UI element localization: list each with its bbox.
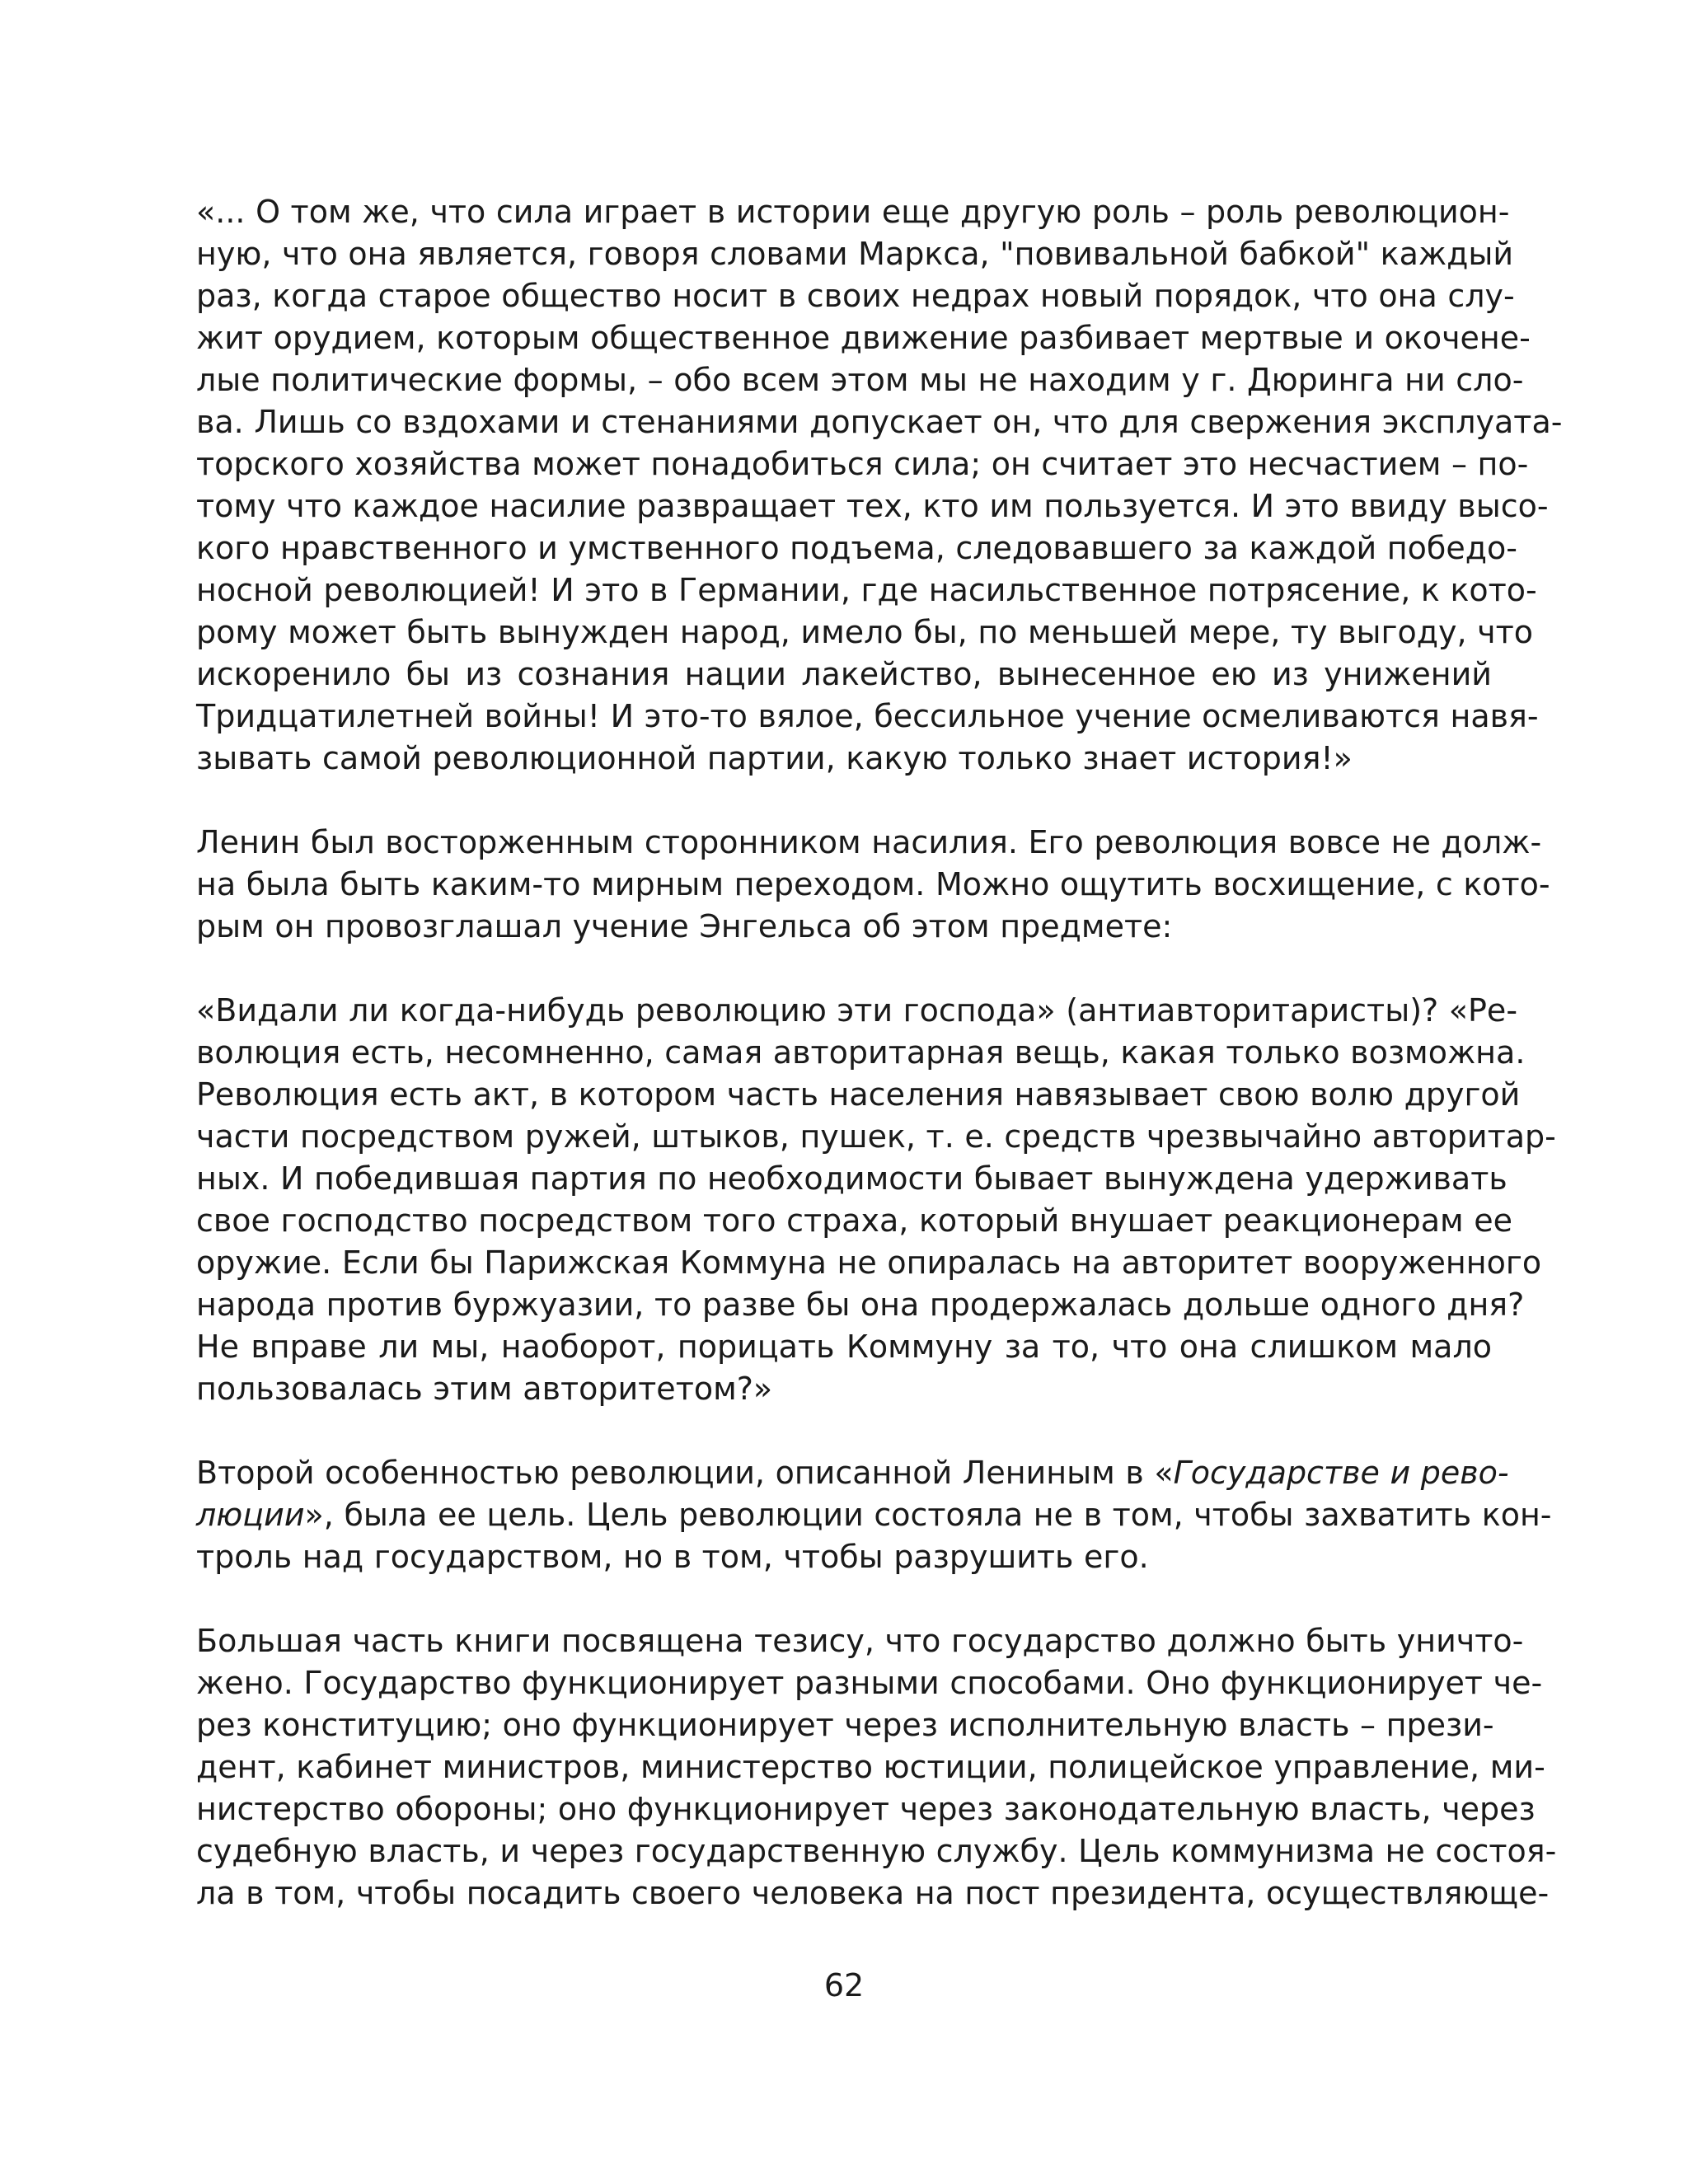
text-line: лые политические формы, – обо всем этом мы не находим у г. Дюринга ни сло-: [196, 362, 1524, 398]
paragraph-lenin-violence: [196, 822, 1550, 948]
text-line: носной революцией! И это в Германии, где насильственное потрясение, к кото-: [196, 572, 1537, 608]
text-body: [196, 191, 1563, 1915]
text-line: Большая часть книги посвящена тезису, что государство должно быть уничто-: [196, 1623, 1524, 1659]
text-line: на была быть каким-то мирным переходом. Можно ощутить восхищение, с кото-: [196, 866, 1550, 902]
text-line: раз, когда старое общество носит в своих недрах новый порядок, что она слу-: [196, 278, 1515, 314]
text-line: [196, 1494, 1552, 1536]
text-line: рез конституцию; оно функционирует через исполнительную власть – прези-: [196, 1707, 1494, 1743]
text-line: «... О том же, что сила играет в истории еще другую роль – роль революцион-: [196, 194, 1510, 230]
paragraph-engels-quote-force: [196, 191, 1563, 780]
text-line: судебную власть, и через государственную службу. Цель коммунизма не состоя-: [196, 1833, 1557, 1869]
text-line: жит орудием, которым общественное движение разбивает мертвые и окочене-: [196, 320, 1531, 356]
book-title-italic: Государстве и рево-: [1173, 1455, 1509, 1491]
page-number: 62: [823, 1967, 865, 2004]
text-line: свое господство посредством того страха, который внушает реакционерам ее: [196, 1202, 1512, 1239]
text-line: Революция есть акт, в котором часть населения навязывает свою волю другой: [196, 1076, 1521, 1113]
text-line: [196, 1452, 1509, 1494]
text-line: троль над государством, но в том, чтобы разрушить его.: [196, 1539, 1149, 1575]
text-line: тому что каждое насилие развращает тех, кто им пользуется. И это ввиду высо-: [196, 488, 1549, 524]
text-line: Тридцатилетней войны! И это-то вялое, бессильное учение осмеливаются навя-: [196, 698, 1539, 734]
text-line: волюция есть, несомненно, самая авторитарная вещь, какая только возможна.: [196, 1034, 1526, 1071]
text-line: народа против буржуазии, то разве бы она продержалась дольше одного дня?: [196, 1286, 1525, 1323]
paragraph-state-destruction: [196, 1620, 1557, 1915]
text-line: нистерство обороны; оно функционирует через законодательную власть, через: [196, 1791, 1536, 1827]
text-line: пользовалась этим авторитетом?»: [196, 1371, 773, 1407]
text-line: части посредством ружей, штыков, пушек, т. е. средств чрезвычайно авторитар-: [196, 1118, 1556, 1155]
text-segment: », была ее цель. Цель революции состояла не в том, чтобы захватить кон-: [304, 1497, 1552, 1533]
text-line: жено. Государство функционирует разными способами. Оно функционирует че-: [196, 1665, 1543, 1701]
text-segment: Второй особенностью революции, описанной Лениным в «: [196, 1455, 1174, 1491]
text-line: ных. И победившая партия по необходимости бывает вынуждена удерживать: [196, 1160, 1507, 1197]
book-title-italic: люции: [196, 1497, 305, 1533]
text-line: «Видали ли когда-нибудь революцию эти господа» (антиавторитаристы)? «Ре-: [196, 992, 1518, 1029]
paragraph-state-and-revolution: [196, 1452, 1552, 1578]
paragraph-engels-quote-authority: [196, 990, 1556, 1410]
text-line: зывать самой революционной партии, какую только знает история!»: [196, 740, 1353, 776]
text-line: рому может быть вынужден народ, имело бы, по меньшей мере, ту выгоду, что: [196, 614, 1533, 650]
text-line: рым он провозглашал учение Энгельса об этом предмете:: [196, 908, 1173, 944]
text-line: искоренило бы из сознания нации лакейство, вынесенное ею из унижений: [196, 656, 1492, 692]
text-line: дент, кабинет министров, министерство юстиции, полицейское управление, ми-: [196, 1749, 1545, 1785]
text-line: кого нравственного и умственного подъема, следовавшего за каждой победо-: [196, 530, 1517, 566]
text-line: ва. Лишь со вздохами и стенаниями допускает он, что для свержения эксплуата-: [196, 404, 1563, 440]
text-line: ную, что она является, говоря словами Маркса, "повивальной бабкой" каждый: [196, 236, 1514, 272]
text-line: оружие. Если бы Парижская Коммуна не опиралась на авторитет вооруженного: [196, 1244, 1542, 1281]
text-line: Ленин был восторженным сторонником насилия. Его революция вовсе не долж-: [196, 824, 1542, 860]
text-line: Не вправе ли мы, наоборот, порицать Коммуну за то, что она слишком мало: [196, 1329, 1492, 1365]
text-line: торского хозяйства может понадобиться сила; он считает это несчастием – по-: [196, 446, 1529, 482]
text-line: ла в том, чтобы посадить своего человека на пост президента, осуществляюще-: [196, 1875, 1550, 1911]
